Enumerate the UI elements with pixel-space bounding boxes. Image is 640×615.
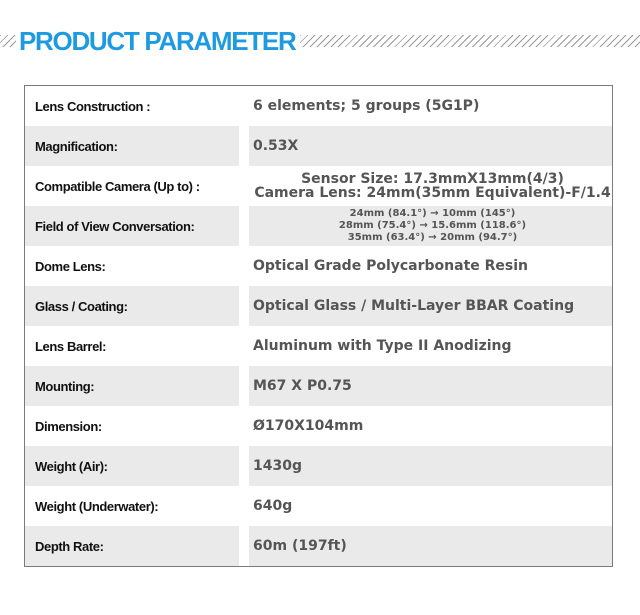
row-label: Magnification:: [35, 138, 118, 154]
table-row: [25, 126, 612, 166]
parameter-table: [24, 85, 613, 567]
row-label: Mounting:: [35, 378, 95, 394]
table-row: [25, 326, 612, 366]
row-value-line: Camera Lens: 24mm(35mm Equivalent)-F/1.4: [254, 185, 611, 201]
row-value: 6 elements; 5 groups (5G1P): [253, 98, 480, 114]
header-hatch-left: [0, 35, 16, 47]
header-hatch-right: [300, 35, 640, 47]
row-value: 60m (197ft): [253, 538, 347, 554]
row-value: Optical Grade Polycarbonate Resin: [253, 258, 529, 274]
row-value: 640g: [253, 498, 293, 514]
page-title: PRODUCT PARAMETER: [19, 26, 296, 56]
row-label: Depth Rate:: [35, 538, 104, 554]
row-value: Optical Glass / Multi-Layer BBAR Coating: [253, 298, 575, 314]
table-row: [25, 286, 612, 326]
table-row: [25, 446, 612, 486]
row-value-line: 28mm (75.4°) → 15.6mm (118.6°): [338, 220, 527, 231]
row-value-line: 24mm (84.1°) → 10mm (145°): [349, 208, 516, 219]
row-value-line: 35mm (63.4°) → 20mm (94.7°): [347, 232, 518, 243]
table-row: [25, 486, 612, 526]
section-header: [0, 24, 640, 58]
row-value: Aluminum with Type II Anodizing: [253, 338, 512, 354]
table-row: [25, 206, 612, 246]
row-label: Lens Construction :: [35, 98, 151, 114]
row-label: Lens Barrel:: [35, 338, 107, 354]
table-row: [25, 406, 612, 446]
table-row: [25, 246, 612, 286]
table-row: [25, 86, 612, 126]
table-row: [25, 166, 612, 206]
row-label: Glass / Coating:: [35, 298, 128, 314]
row-value: [253, 166, 612, 206]
row-label: Dome Lens:: [35, 258, 106, 274]
table-row: [25, 526, 612, 566]
table-row: [25, 366, 612, 406]
row-value: M67 X P0.75: [253, 378, 352, 394]
row-value-line: Sensor Size: 17.3mmX13mm(4/3): [301, 171, 564, 187]
row-label: Compatible Camera (Up to) :: [35, 178, 200, 194]
row-value: 0.53X: [253, 138, 299, 154]
row-value: 1430g: [253, 458, 302, 474]
row-label: Weight (Underwater):: [35, 498, 159, 514]
row-label: Dimension:: [35, 418, 102, 434]
row-value: [253, 206, 612, 246]
row-label: Field of View Conversation:: [35, 218, 195, 234]
row-value: Ø170X104mm: [253, 418, 364, 434]
row-label: Weight (Air):: [35, 458, 108, 474]
